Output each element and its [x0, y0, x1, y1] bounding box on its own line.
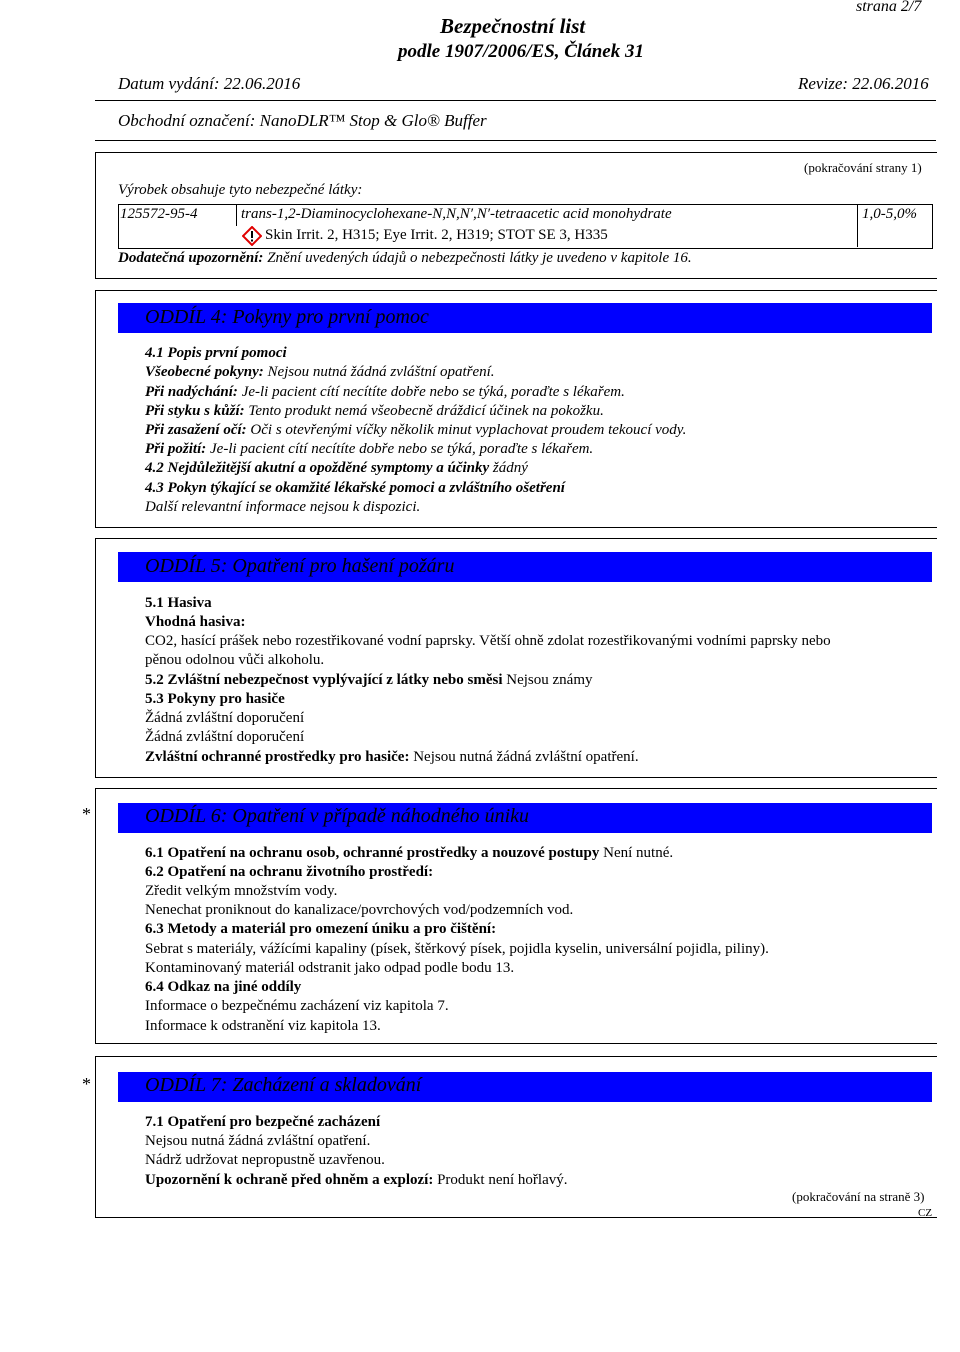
s7-line2: Nádrž udržovat nepropustně uzavřenou. — [145, 1152, 385, 1168]
issue-date: Datum vydání: 22.06.2016 — [118, 74, 301, 93]
hazard-cas: 125572-95-4 — [120, 206, 198, 222]
language-code: CZ — [918, 1207, 933, 1219]
s5-suitable-label: Vhodná hasiva: — [145, 614, 246, 630]
hazard-note — [118, 250, 692, 267]
s5-h52: 5.2 Zvláštní nebezpečnost vyplývající z látky nebo směsi — [145, 672, 503, 688]
s6-h61-text: Není nutné. — [599, 845, 674, 861]
s6-env1: Zředit velkým množstvím vody. — [145, 883, 338, 899]
s5-h52-text: Nejsou známy — [502, 672, 593, 688]
hazard-substance-name: trans-1,2-Diaminocyclohexane-N,N,N′,N′-tetraacetic acid monohydrate — [241, 206, 672, 222]
s4-inhalation — [145, 384, 625, 401]
s4-h41: 4.1 Popis první pomoci — [145, 345, 287, 361]
s4-general-text: Nejsou nutná žádná zvláštní opatření. — [263, 364, 495, 380]
header-divider — [95, 100, 936, 101]
s6-ref1: Informace o bezpečnému zacházení viz kapitola 7. — [145, 998, 449, 1014]
s6-clean2: Kontaminovaný materiál odstranit jako odpad podle bodu 13. — [145, 960, 515, 976]
s4-ingestion — [145, 441, 593, 458]
section-4-title: ODDÍL 4: Pokyny pro první pomoc — [145, 306, 429, 328]
hazard-table-divider-v2 — [857, 204, 858, 247]
trade-name: Obchodní označení: NanoDLR™ Stop & Glo® Buffer — [118, 111, 487, 130]
section-5-title: ODDÍL 5: Opatření pro hašení požáru — [145, 555, 455, 577]
continued-on: (pokračování na straně 3) — [792, 1189, 925, 1204]
s7-h71: 7.1 Opatření pro bezpečné zacházení — [145, 1114, 381, 1130]
document-title: Bezpečnostní list — [440, 14, 586, 38]
s4-general-label: Všeobecné pokyny: — [145, 364, 264, 380]
s6-h62: 6.2 Opatření na ochranu životního prostředí: — [145, 864, 434, 880]
s4-h42: 4.2 Nejdůležitější akutní a opožděné symptomy a účinky — [145, 460, 490, 476]
s5-suitable-line1: CO2, hasící prášek nebo rozestřikované vodní paprsky. Větší ohně zdolat rozestřikovanými vodními paprsky nebo — [145, 633, 831, 649]
s6-ref2: Informace k odstranění viz kapitola 13. — [145, 1018, 381, 1034]
s5-h51: 5.1 Hasiva — [145, 595, 212, 611]
continued-from: (pokračování strany 1) — [804, 160, 922, 175]
section-7-title: ODDÍL 7: Zacházení a skladování — [145, 1074, 422, 1096]
hazard-note-text: Znění uvedených údajů o nebezpečnosti látky je uvedeno v kapitole 16. — [263, 250, 692, 266]
section-6-revision-marker: * — [82, 804, 91, 824]
s5-h52-row — [145, 672, 593, 689]
s4-eye-label: Při zasažení očí: — [145, 422, 247, 438]
s5-advice2: Žádná zvláštní doporučení — [145, 729, 305, 745]
s6-h64: 6.4 Odkaz na jiné oddíly — [145, 979, 302, 995]
s4-eye — [145, 422, 686, 439]
s5-h53: 5.3 Pokyny pro hasiče — [145, 691, 285, 707]
s4-skin-label: Při styku s kůží: — [145, 403, 245, 419]
s5-equipment-label: Zvláštní ochranné prostředky pro hasiče: — [145, 749, 410, 765]
s4-h42-text: žádný — [489, 460, 528, 476]
s4-ingestion-label: Při požití: — [145, 441, 207, 457]
s5-suitable-line2: pěnou odolnou vůči alkoholu. — [145, 652, 325, 668]
s7-fire-text: Produkt není hořlavý. — [433, 1172, 568, 1188]
exclamation-warning-icon — [242, 226, 262, 246]
s4-general — [145, 364, 495, 381]
s4-ingestion-text: Je-li pacient cítí necítíte dobře nebo se týká, poraďte s lékařem. — [206, 441, 594, 457]
s5-advice1: Žádná zvláštní doporučení — [145, 710, 305, 726]
hazard-note-label: Dodatečná upozornění: — [118, 250, 264, 266]
s7-fire-label: Upozornění k ochraně před ohněm a explozí: — [145, 1172, 434, 1188]
s6-h61: 6.1 Opatření na ochranu osob, ochranné prostředky a nouzové postupy — [145, 845, 600, 861]
hazard-classification: Skin Irrit. 2, H315; Eye Irrit. 2, H319; STOT SE 3, H335 — [265, 227, 608, 243]
hazard-table-divider-v1 — [236, 204, 237, 226]
s4-skin-text: Tento produkt nemá všeobecně dráždicí účinek na pokožku. — [244, 403, 604, 419]
header-divider-2 — [95, 140, 936, 141]
s4-eye-text: Oči s otevřenými víčky několik minut vyplachovat proudem tekoucí vody. — [246, 422, 687, 438]
s4-inhalation-label: Při nadýchání: — [145, 384, 238, 400]
s4-h43-text: Další relevantní informace nejsou k dispozici. — [145, 499, 421, 515]
s4-inhalation-text: Je-li pacient cítí necítíte dobře nebo se týká, poraďte s lékařem. — [237, 384, 625, 400]
page-number: strana 2/7 — [856, 0, 922, 15]
s4-h43: 4.3 Pokyn týkající se okamžité lékařské pomoci a zvláštního ošetření — [145, 480, 565, 496]
s6-h63: 6.3 Metody a materiál pro omezení úniku a pro čištění: — [145, 921, 497, 937]
hazard-concentration: 1,0-5,0% — [862, 206, 917, 222]
s6-h61-row — [145, 845, 673, 862]
revision-date: Revize: 22.06.2016 — [798, 74, 929, 93]
s4-skin — [145, 403, 604, 420]
section-6-title: ODDÍL 6: Opatření v případě náhodného úniku — [145, 805, 530, 827]
s5-equipment — [145, 749, 639, 766]
s6-clean1: Sebrat s materiály, vážícími kapaliny (písek, štěrkový písek, pojidla kyselin, universální pojidla, piliny). — [145, 941, 769, 957]
s4-h42-row — [145, 460, 528, 477]
s7-line1: Nejsou nutná žádná zvláštní opatření. — [145, 1133, 371, 1149]
document-subtitle: podle 1907/2006/ES, Článek 31 — [398, 41, 644, 62]
section-7-revision-marker: * — [82, 1074, 91, 1094]
hazard-heading: Výrobek obsahuje tyto nebezpečné látky: — [118, 182, 363, 198]
s6-env2: Nenechat proniknout do kanalizace/povrchových vod/podzemních vod. — [145, 902, 574, 918]
s7-fire — [145, 1172, 567, 1189]
s5-equipment-text: Nejsou nutná žádná zvláštní opatření. — [409, 749, 639, 765]
